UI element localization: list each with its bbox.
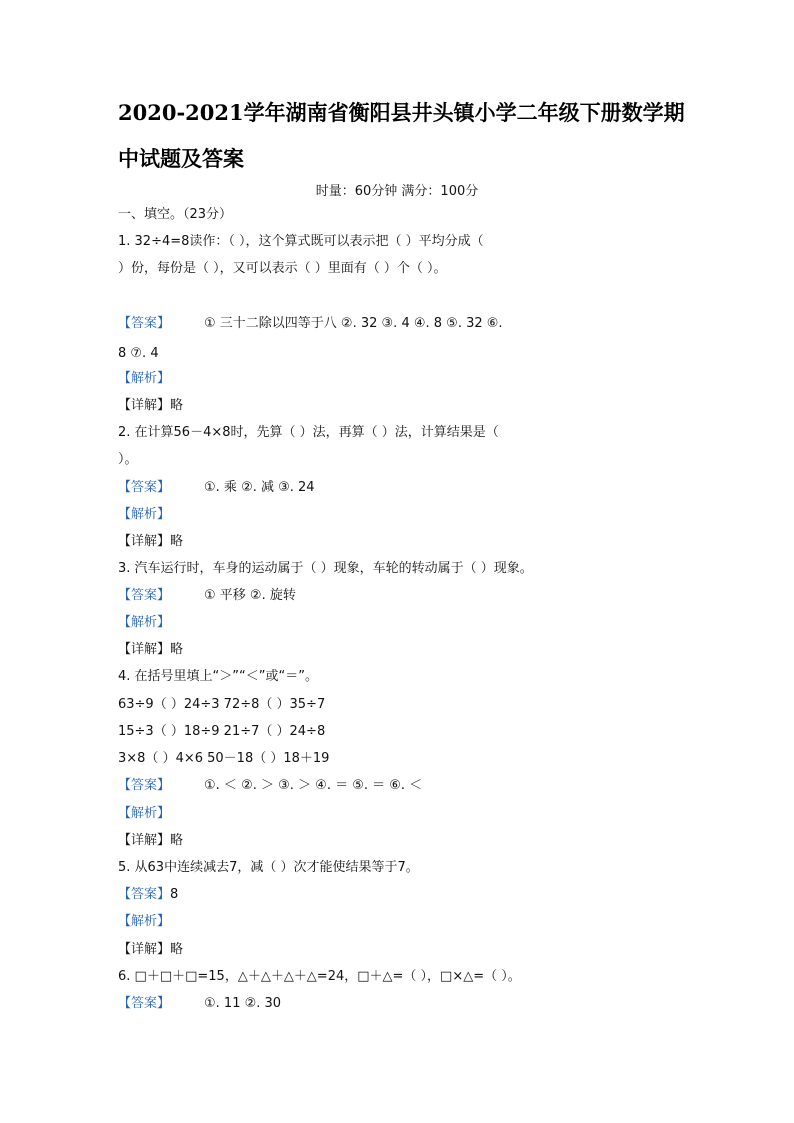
answer-label: 【答案】 [118, 996, 171, 1011]
doc-title-line1: 2020-2021学年湖南省衡阳县井头镇小学二年级下册数学期 [118, 100, 685, 125]
q4-text: 4. 在括号里填上“＞”“＜”或“＝”。 [118, 669, 318, 684]
detail-label: 【详解】 [118, 398, 171, 413]
q1-answer-text: ① 三十二除以四等于八 ②. 32 ③. 4 ④. 8 ⑤. 32 ⑥. [204, 316, 503, 331]
detail-text: 略 [170, 398, 184, 413]
q3-text: 3. 汽车运行时，车身的运动属于（ ）现象，车轮的转动属于（ ）现象。 [118, 561, 533, 576]
q2-text-line2: ）。 [118, 452, 138, 467]
exam-meta: 时量：60分钟 满分：100分 [315, 184, 479, 199]
q6-answer-text: ①. 11 ②. 30 [204, 996, 282, 1011]
q1-text-line2: ）份，每份是（ ），又可以表示（ ）里面有（ ）个（ ）。 [118, 261, 447, 276]
detail-text: 略 [170, 833, 184, 848]
q6-answer [118, 995, 281, 1013]
answer-label: 【答案】 [118, 480, 171, 495]
q4-row2: 15÷3（ ）18÷9 21÷7（ ）24÷8 [118, 724, 326, 739]
answer-label: 【答案】 [118, 588, 171, 603]
detail-text: 略 [170, 534, 184, 549]
q3-answer [118, 587, 296, 605]
answer-label: 【答案】 [118, 887, 171, 902]
q2-answer [118, 479, 315, 497]
q3-detail [118, 641, 183, 659]
analysis-label: 【解析】 [118, 615, 171, 630]
detail-text: 略 [170, 942, 184, 957]
detail-label: 【详解】 [118, 942, 171, 957]
q1-text-line1: 1. 32÷4=8读作：（ ），这个算式既可以表示把（ ）平均分成（ [118, 234, 484, 249]
q2-text-line1: 2. 在计算56－4×8时，先算（ ）法，再算（ ）法，计算结果是（ [118, 425, 499, 440]
q4-row1: 63÷9（ ）24÷3 72÷8（ ）35÷7 [118, 697, 326, 712]
q1-answer [118, 315, 503, 333]
section-heading: 一、填空。（23分） [118, 207, 233, 222]
q6-text: 6. □＋□＋□=15，△＋△＋△＋△=24，□＋△=（ ），□×△=（ ）。 [118, 969, 521, 984]
q3-answer-text: ① 平移 ②. 旋转 [204, 588, 296, 603]
q5-detail [118, 941, 183, 959]
answer-label: 【答案】 [118, 316, 171, 331]
doc-title-line2: 中试题及答案 [118, 146, 244, 171]
answer-label: 【答案】 [118, 778, 171, 793]
q4-answer [118, 777, 422, 795]
q5-answer [118, 886, 178, 904]
q4-row3: 3×8（ ）4×6 50－18（ ）18＋19 [118, 751, 330, 766]
analysis-label: 【解析】 [118, 507, 171, 522]
q2-detail [118, 533, 183, 551]
q1-detail [118, 397, 183, 415]
q4-answer-text: ①. ＜ ②. ＞ ③. ＞ ④. ＝ ⑤. ＝ ⑥. ＜ [204, 778, 423, 793]
q5-answer-text: 8 [170, 887, 179, 902]
q5-text: 5. 从63中连续减去7，减（ ）次才能使结果等于7。 [118, 860, 419, 875]
analysis-label: 【解析】 [118, 371, 171, 386]
detail-label: 【详解】 [118, 833, 171, 848]
q1-answer-cont: 8 ⑦. 4 [118, 346, 159, 361]
q4-detail [118, 832, 183, 850]
detail-text: 略 [170, 642, 184, 657]
analysis-label: 【解析】 [118, 806, 171, 821]
analysis-label: 【解析】 [118, 914, 171, 929]
detail-label: 【详解】 [118, 534, 171, 549]
q2-answer-text: ①. 乘 ②. 减 ③. 24 [204, 480, 315, 495]
detail-label: 【详解】 [118, 642, 171, 657]
